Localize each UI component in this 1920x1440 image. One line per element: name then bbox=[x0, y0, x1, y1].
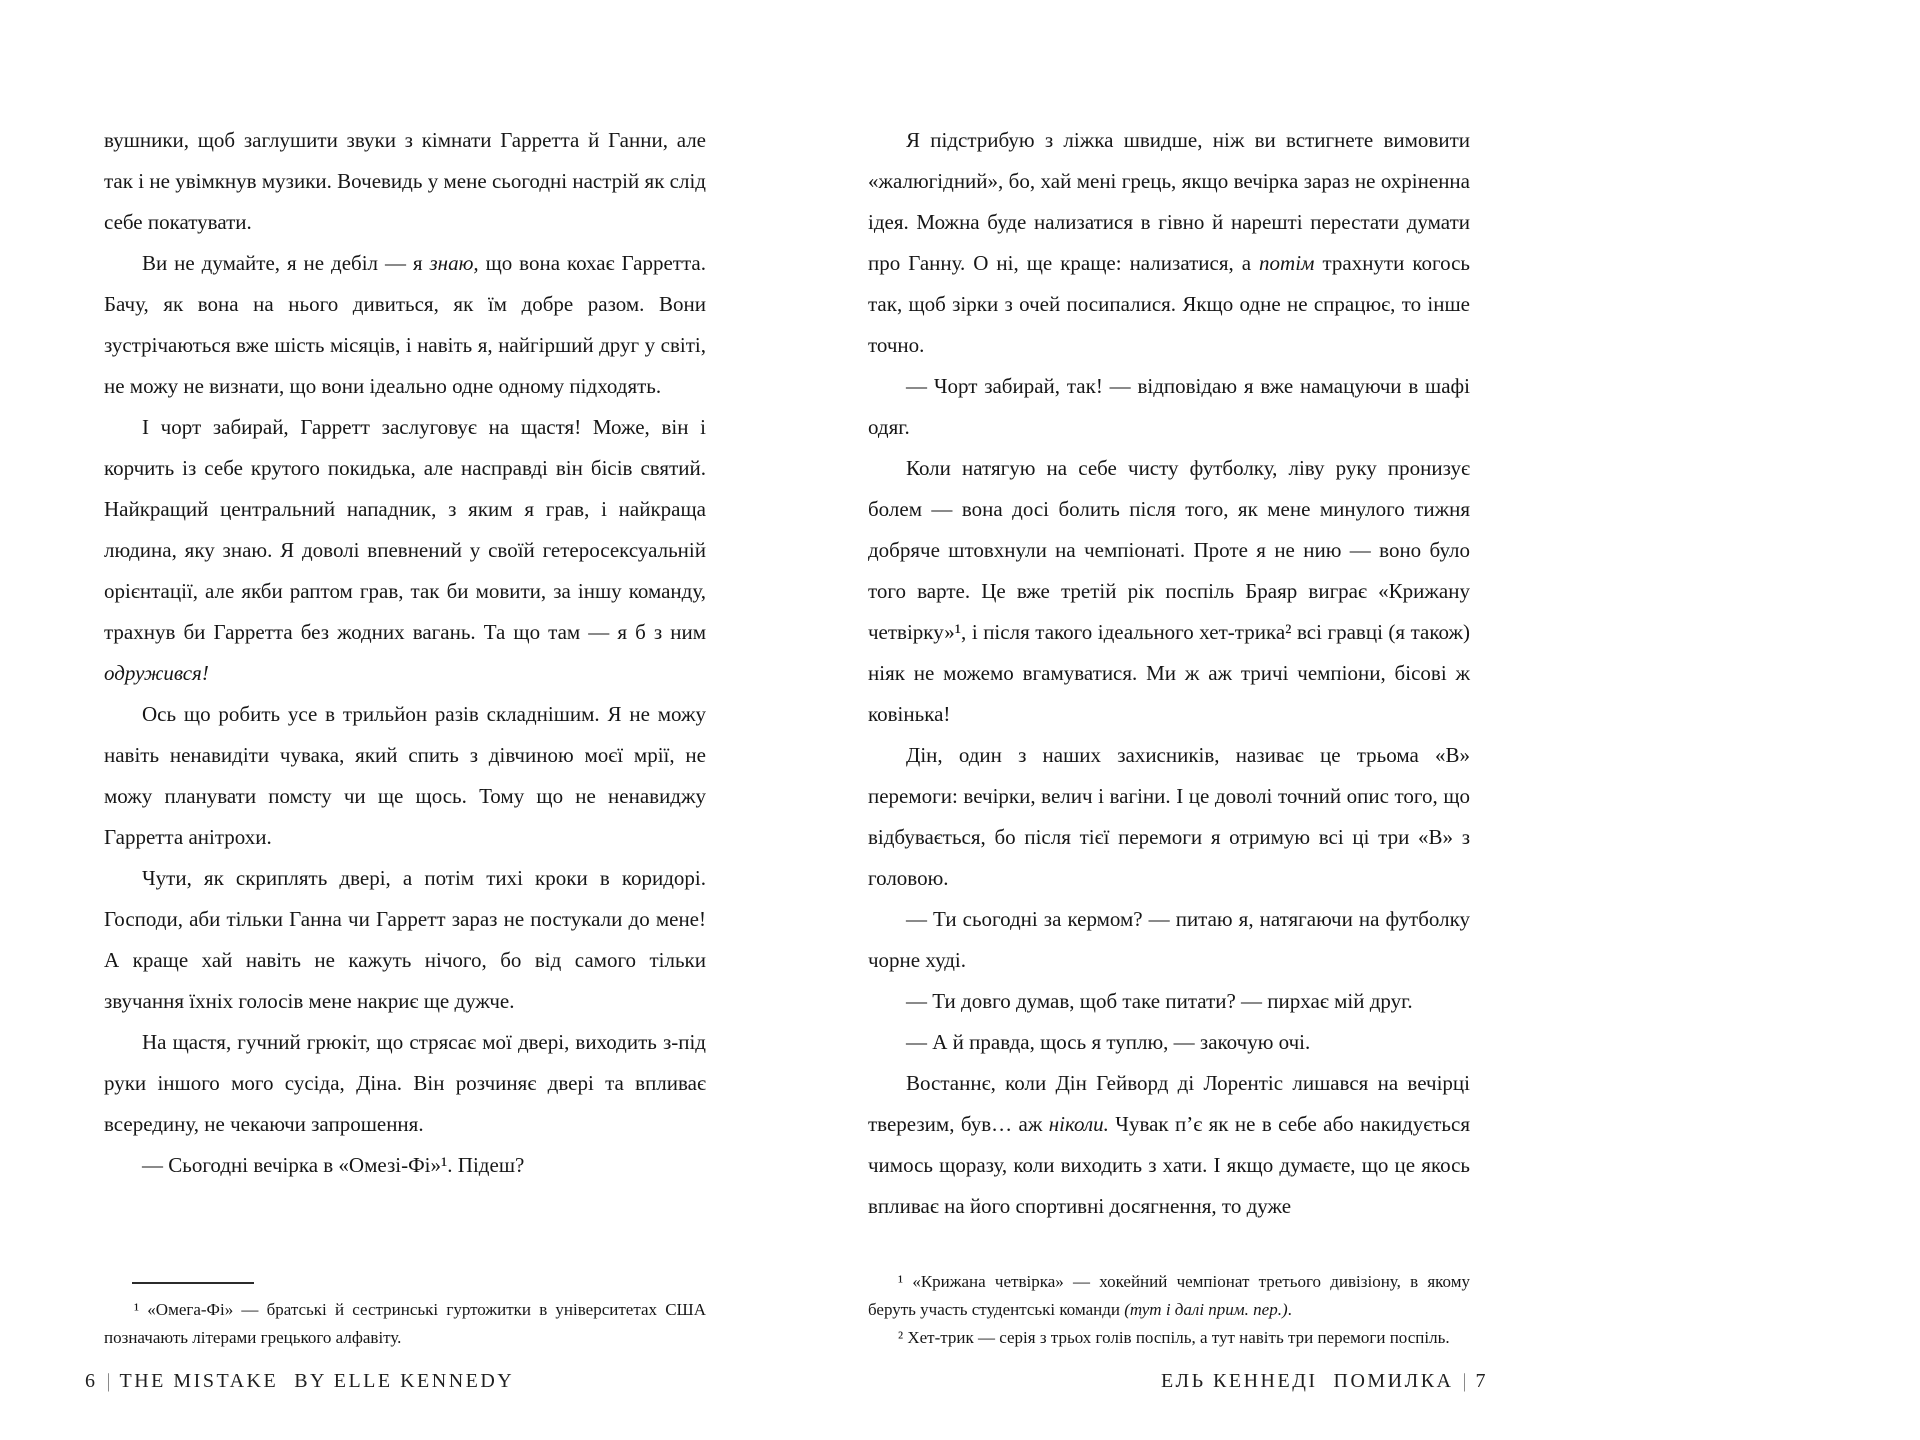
text-run: Я підстрибую з ліжка швидше, ніж ви встигнете вимовити «жалюгідний», бо, хай мені грець, якщо вечірка зараз не охріненна ідея. Можна буде нализатися в гівно й нарешті перестати думати про Ганну. О ні, ще краще: нализатися, а bbox=[868, 128, 1470, 275]
left-page-text bbox=[104, 120, 706, 1186]
paragraph bbox=[104, 1022, 706, 1145]
paragraph bbox=[868, 448, 1470, 735]
footer-separator: | bbox=[106, 1370, 111, 1392]
paragraph bbox=[104, 243, 706, 407]
paragraph bbox=[104, 1145, 706, 1186]
right-page-footnotes bbox=[868, 1268, 1470, 1352]
running-footer-right bbox=[1161, 1370, 1488, 1393]
left-page bbox=[104, 120, 706, 1352]
footer-separator: | bbox=[1462, 1370, 1467, 1392]
text-run: . bbox=[1287, 1300, 1292, 1319]
text-run: Ви не думайте, я не дебіл — я bbox=[142, 251, 430, 275]
text-run: ¹ «Крижана четвірка» — хокейний чемпіонат третього дивізіону, в якому беруть участь студентські команди bbox=[868, 1272, 1470, 1319]
paragraph bbox=[868, 366, 1470, 448]
right-page-number: 7 bbox=[1475, 1370, 1488, 1392]
text-run: — Чорт забирай, так! — відповідаю я вже намацуючи в шафі одяг. bbox=[868, 374, 1470, 439]
paragraph bbox=[104, 407, 706, 694]
text-run: — Сьогодні вечірка в «Омезі-Фі»¹. Підеш? bbox=[142, 1153, 525, 1177]
text-run: — А й правда, щось я туплю, — закочую очі. bbox=[906, 1030, 1311, 1054]
text-run: Коли натягую на себе чисту футболку, ліву руку пронизує болем — вона досі болить після того, як мене минулого тижня добряче штовхнули на чемпіонаті. Проте я не нию — воно було того варте. Це вже третій рік поспіль Браяр виграє «Крижану четвірку»¹, і після такого ідеального хет-трика² всі гравці (я також) ніяк не можемо вгамуватися. Ми ж аж тричі чемпіони, бісові ж ковінька! bbox=[868, 456, 1470, 726]
italic-text-run: одружився! bbox=[104, 661, 209, 685]
text-run: Чути, як скриплять двері, а потім тихі кроки в коридорі. Господи, аби тільки Ганна чи Гарретт зараз не постукали до мене! А краще хай навіть не кажуть нічого, бо від самого тільки звучання їхніх голосів мене накриє ще дужче. bbox=[104, 866, 706, 1013]
paragraph bbox=[868, 1022, 1470, 1063]
paragraph bbox=[104, 120, 706, 243]
text-run: Востаннє, коли Дін Гейворд ді Лорентіс лишався на вечірці тверезим, був… аж bbox=[868, 1071, 1470, 1136]
text-run: вушники, щоб заглушити звуки з кімнати Гарретта й Ганни, але так і не увімкнув музики. Вочевидь у мене сьогодні настрій як слід себе покатувати. bbox=[104, 128, 706, 234]
text-run: ² Хет-трик — серія з трьох голів поспіль, а тут навіть три перемоги поспіль. bbox=[898, 1328, 1450, 1347]
right-page bbox=[868, 120, 1470, 1352]
paragraph bbox=[868, 120, 1470, 366]
italic-text-run: (тут і далі прим. пер.) bbox=[1124, 1300, 1288, 1319]
paragraph bbox=[104, 858, 706, 1022]
footnote bbox=[868, 1324, 1470, 1352]
left-page-footnotes bbox=[104, 1282, 706, 1352]
right-footnote-list bbox=[868, 1268, 1470, 1352]
text-run: — Ти сьогодні за кермом? — питаю я, натягаючи на футболку чорне худі. bbox=[868, 907, 1470, 972]
footnote bbox=[868, 1268, 1470, 1324]
paragraph bbox=[868, 899, 1470, 981]
book-title-en: THE MISTAKE bbox=[119, 1370, 279, 1392]
left-footnote-list bbox=[104, 1296, 706, 1352]
italic-text-run: потім bbox=[1259, 251, 1315, 275]
book-author-en: BY ELLE KENNEDY bbox=[294, 1370, 515, 1392]
italic-text-run: ніколи. bbox=[1048, 1112, 1109, 1136]
book-author-uk: ЕЛЬ КЕННЕДІ bbox=[1161, 1370, 1318, 1392]
paragraph bbox=[868, 735, 1470, 899]
paragraph bbox=[868, 1063, 1470, 1227]
text-run: На щастя, гучний грюкіт, що стрясає мої двері, виходить з-під руки іншого мого сусіда, Діна. Він розчиняє двері та впливає всередину, не чекаючи запрошення. bbox=[104, 1030, 706, 1136]
text-run: що вона кохає Гарретта. Бачу, як вона на нього дивиться, як їм добре разом. Вони зустрічаються вже шість місяців, і навіть я, найгірший друг у світі, не можу не визнати, що вони ідеально одне одному підходять. bbox=[104, 251, 706, 398]
paragraph bbox=[104, 694, 706, 858]
left-page-number: 6 bbox=[85, 1370, 98, 1392]
text-run: трахнути когось так, щоб зірки з очей посипалися. Якщо одне не спрацює, то інше точно. bbox=[868, 251, 1470, 357]
book-title-uk: ПОМИЛКА bbox=[1333, 1370, 1454, 1392]
text-run: Ось що робить усе в трильйон разів складнішим. Я не можу навіть ненавидіти чувака, який спить з дівчиною моєї мрії, не можу планувати помсту чи ще щось. Тому що не ненавиджу Гарретта анітрохи. bbox=[104, 702, 706, 849]
italic-text-run: знаю, bbox=[429, 251, 479, 275]
text-run: ¹ «Омега-Фі» — братські й сестринські гуртожитки в університетах США позначають літерами грецького алфавіту. bbox=[104, 1300, 706, 1347]
text-run: Чувак п’є як не в себе або накидується чимось щоразу, коли виходить з хати. І якщо думаєте, що це якось впливає на його спортивні досягнення, то дуже bbox=[868, 1112, 1470, 1218]
text-run: — Ти довго думав, щоб таке питати? — пирхає мій друг. bbox=[906, 989, 1413, 1013]
running-footer-left bbox=[85, 1370, 514, 1393]
text-run: І чорт забирай, Гарретт заслуговує на щастя! Може, він і корчить із себе крутого покидька, але насправді він бісів святий. Найкращий центральний нападник, з яким я грав, і найкраща людина, яку знаю. Я доволі впевнений у своїй гетеросексуальній орієнтації, але якби раптом грав, так би мовити, за іншу команду, трахнув би Гарретта без жодних вагань. Та що там — я б з ним bbox=[104, 415, 706, 644]
text-run: Дін, один з наших захисників, називає це трьома «В» перемоги: вечірки, велич і вагіни. І це доволі точний опис того, що відбувається, бо після тієї перемоги я отримую всі ці три «В» з головою. bbox=[868, 743, 1470, 890]
right-page-text bbox=[868, 120, 1470, 1227]
footnote bbox=[104, 1296, 706, 1352]
footnote-separator-rule bbox=[132, 1282, 254, 1284]
paragraph bbox=[868, 981, 1470, 1022]
